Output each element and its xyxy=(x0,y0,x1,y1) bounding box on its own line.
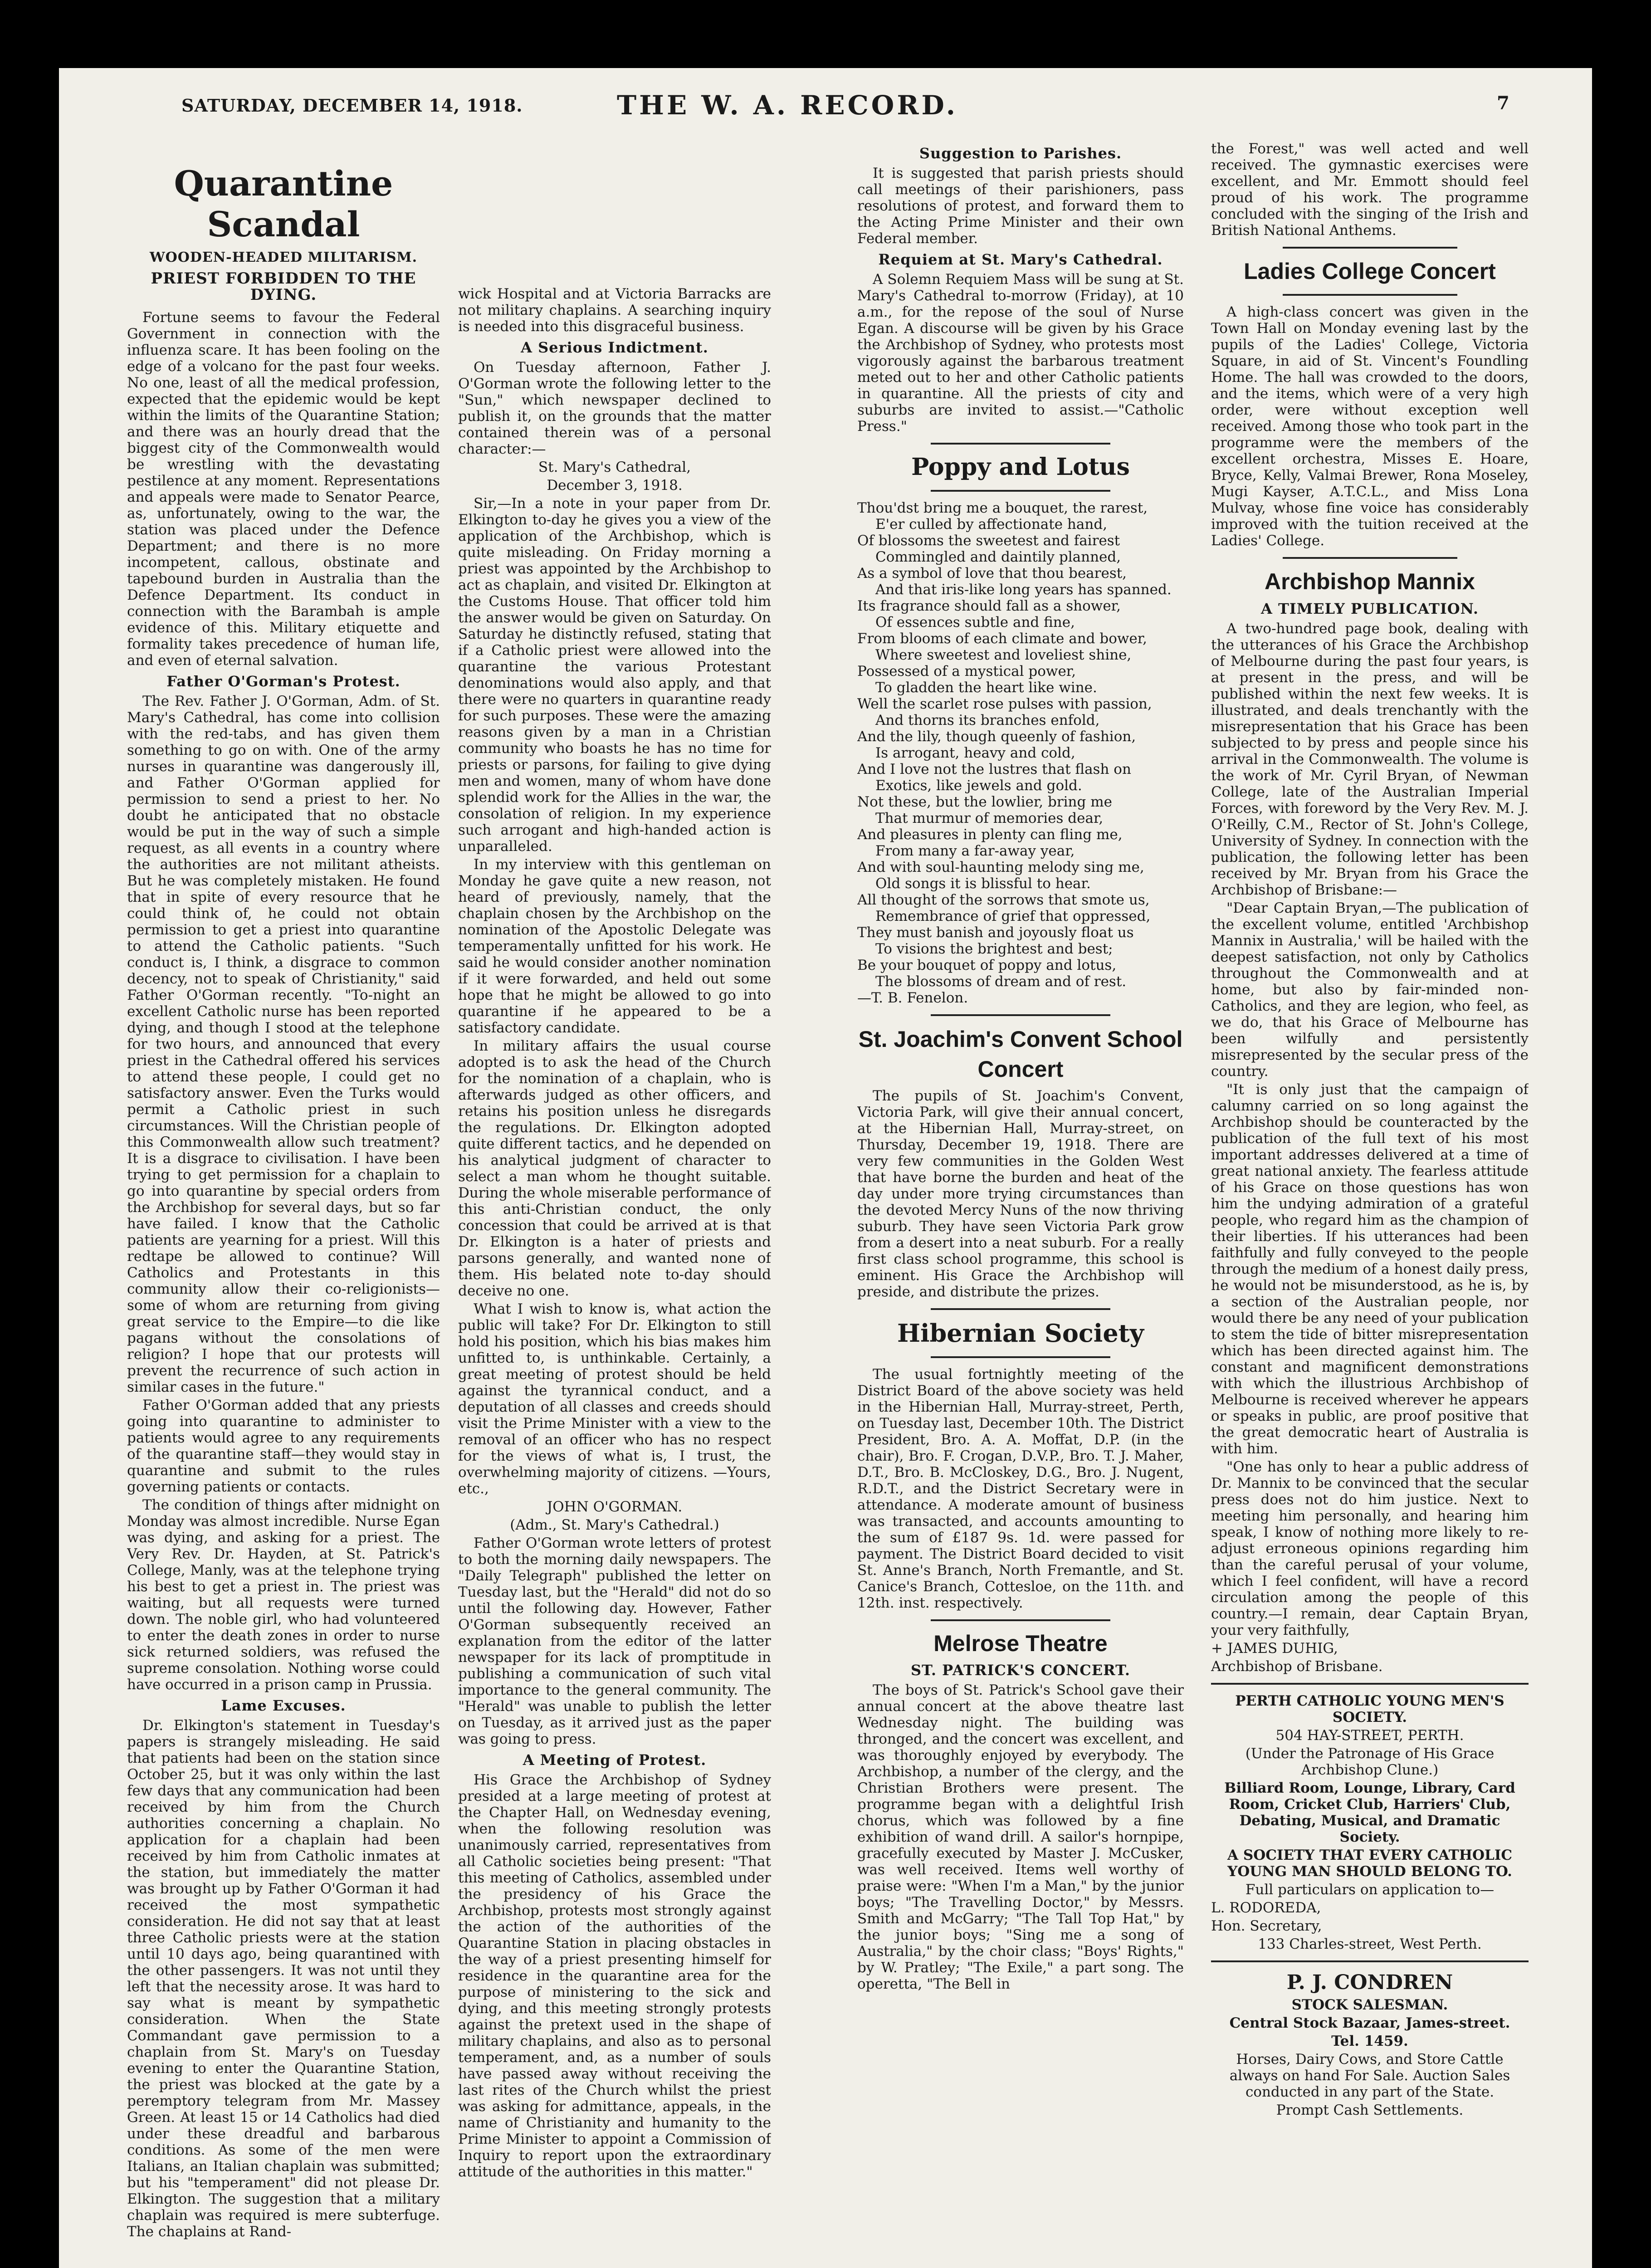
advertisement-cyms xyxy=(1211,1693,1529,1952)
divider xyxy=(931,1619,1110,1621)
letter-address: St. Mary's Cathedral, xyxy=(538,459,691,475)
poem-line: That murmur of memories dear, xyxy=(875,810,1104,826)
poem-author: —T. B. Fenelon. xyxy=(857,990,968,1006)
section-heading-meeting: A Meeting of Protest. xyxy=(523,1751,707,1769)
ad-body: Horses, Dairy Cows, and Store Cattle always on hand For Sale. Auction Sales conducted in any part of the State. xyxy=(1229,2051,1510,2100)
poem-line: From blooms of each climate and bower, xyxy=(857,631,1148,647)
poem-body xyxy=(857,500,1184,990)
ad-telephone: Tel. 1459. xyxy=(1331,2033,1408,2049)
section-heading-requiem: Requiem at St. Mary's Cathedral. xyxy=(878,251,1163,268)
ad-facilities: Billiard Room, Lounge, Library, Card Room, Cricket Club, Harriers' Club, Debating, Musical, and Dramatic Society. xyxy=(1224,1780,1515,1845)
article-paragraph: In military affairs the usual course adopted is to ask the head of the Church for the nomination of a chaplain, who is afterwards judged as other officers, and retains his position unless he disregards the regulations. Dr. Elkington adopted quite different tactics, and he depended on his analytical judgment of character to select a man whom he thought suitable. During the whole miserable performance of this anti-Christian conduct, the only concession that could be arrived at is that Dr. Elkington is a hater of priests and parsons generally, and wanted none of them. His belated note to-day should deceive no one. xyxy=(458,1038,771,1299)
divider xyxy=(1211,1960,1529,1962)
newspaper-page xyxy=(59,68,1592,2268)
divider xyxy=(1283,557,1457,559)
masthead xyxy=(181,90,1509,141)
poem-line: The blossoms of dream and of rest. xyxy=(875,973,1127,990)
letter-signature-title: (Adm., St. Mary's Cathedral.) xyxy=(510,1517,719,1533)
article-paragraph: wick Hospital and at Victoria Barracks are not military chaplains. A searching inquiry is needed into this disgraceful business. xyxy=(458,286,771,335)
poem-line: Commingled and daintily planned, xyxy=(875,549,1121,565)
ad-contact-role: Hon. Secretary, xyxy=(1211,1918,1322,1934)
ad-slogan: A SOCIETY THAT EVERY CATHOLIC YOUNG MAN SHOULD BELONG TO. xyxy=(1227,1847,1512,1880)
divider xyxy=(931,1308,1110,1310)
article-paragraph: His Grace the Archbishop of Sydney presided at a large meeting of protest at the Chapter Hall, on Wednesday evening, when the following resolution was unanimously carried, representatives from all Catholic societies being present: "That this meeting of Catholics, assembled under the presidency of his Grace the Archbishop, protests most strongly against the action of the authorities of the Quarantine Station in placing obstacles in the way of a priest presenting himself for residence in the quarantine area for the purpose of ministering to the sick and dying, and this meeting strongly protests against the pretext used in the shape of military chaplains, and also as to personal temperament, and, as a number of souls have passed away without receiving the last rites of the Church whilst the priest was asking for admittance, appeals, in the name of Christianity and humanity to the Prime Minister to appoint a Commission of Inquiry to report upon the extraordinary attitude of the authorities in this matter." xyxy=(458,1772,771,2180)
ad-tail: Prompt Cash Settlements. xyxy=(1276,2102,1464,2118)
divider xyxy=(1283,247,1457,249)
divider xyxy=(931,1356,1110,1358)
article-paragraph: the Forest," was well acted and well received. The gymnastic exercises were excellent, and Mr. Emmott should feel proud of his work. The programme concluded with the singing of the Irish and British National Anthems. xyxy=(1211,141,1529,239)
ad-address: Central Stock Bazaar, James-street. xyxy=(1229,2015,1510,2031)
section-heading-indictment: A Serious Indictment. xyxy=(521,339,708,356)
poem-line: Remembrance of grief that oppressed, xyxy=(875,908,1151,924)
divider xyxy=(1283,294,1457,296)
poem-line: Old songs it is blissful to hear. xyxy=(875,875,1091,892)
article-paragraph: "Dear Captain Bryan,—The publication of the excellent volume, entitled 'Archbishop Mannix in Australia,' will be hailed with the deepest satisfaction, not only by Catholics throughout the Commonwealth and at home, but also by fair-minded non-Catholics, and they are legion, who feel, as we do, that his Grace of Melbourne has been wilfully and persistently misrepresented by the secular press of the country. xyxy=(1211,900,1529,1080)
newspaper-title: THE W. A. RECORD. xyxy=(617,90,958,121)
poem-line: Of essences subtle and fine, xyxy=(875,614,1075,631)
poem-line: And pleasures in plenty can fling me, xyxy=(857,826,1123,843)
article-paragraph: The condition of things after midnight on Monday was almost incredible. Nurse Egan was dying, and asking for a priest. The Very Rev. Dr. Hayden, at St. Patrick's College, Manly, was at the telephone trying his best to get a priest in. The priest was waiting, but all requests were turned down. The noble girl, who had volunteered to enter the death zones in order to nurse sick returned soldiers, was refused the supreme consolation. Nothing worse could have occurred in a prison camp in Prussia. xyxy=(127,1497,440,1693)
article-paragraph: A two-hundred page book, dealing with the utterances of his Grace the Archbishop of Melbourne during the past four years, is at present in the press, and will be published within the next few weeks. It is illustrated, and deals trenchantly with the misrepresentation that his Grace has been subjected to by press and people since his arrival in the Commonwealth. The volume is the work of Mr. Cyril Bryan, of Newman College, late of the Australian Imperial Forces, with foreword by the Very Rev. M. J. O'Reilly, C.M., Rector of St. John's College, University of Sydney. In connection with the publication, the following letter has been received by Mr. Bryan from his Grace the Archbishop of Brisbane:— xyxy=(1211,621,1529,898)
article-paragraph: Father O'Gorman added that any priests going into quarantine to administer to patients would agree to any requirements of the quarantine staff—they would stay in quarantine and submit to the rules governing patients or contacts. xyxy=(127,1397,440,1495)
article-paragraph: A high-class concert was given in the Town Hall on Monday evening last by the pupils of the Ladies' College, Victoria Square, in aid of St. Vincent's Foundling Home. The hall was crowded to the doors, and the items, which were of a very high order, were without exception well received. Among those who took part in the programme were the members of the excellent orchestra, Misses E. Hoare, Bryce, Kelly, Valmai Brewer, Rona Moseley, Mugi Kayser, A.T.C.L., and Miss Lona Mulvay, whose fine voice has considerably improved with the tuition received at the Ladies' College. xyxy=(1211,304,1529,549)
ad-name: P. J. CONDREN xyxy=(1286,1971,1453,1994)
article-paragraph: The boys of St. Patrick's School gave their annual concert at the above theatre last Wednesday night. The building was thronged, and the concert was excellent, and was thoroughly enjoyed by everybody. The Archbishop, a number of the clergy, and the Christian Brothers were present. The programme began with a delightful Irish chorus, which was followed by a fine exhibition of wand drill. A sailor's hornpipe, gracefully executed by Master J. McCusker, was well received. Items well worthy of praise were: "When I'm a Man," by the junior boys; "The Travelling Doctor," by Messrs. Smith and McGarry; "The Tall Top Hat," by the junior boys; "Sing me a song of Australia," by the choir class; "Boys' Rights," by W. Pratley; "The Exile," a part song. The operetta, "The Bell in xyxy=(857,1682,1184,1992)
poem-line: As a symbol of love that thou bearest, xyxy=(857,565,1127,582)
poem-line: Not these, but the lowlier, bring me xyxy=(857,794,1112,810)
poem-line: Possessed of a mystical power, xyxy=(857,663,1076,679)
ad-contact-address: 133 Charles-street, West Perth. xyxy=(1258,1936,1482,1952)
subhead-st-patricks: ST. PATRICK'S CONCERT. xyxy=(911,1662,1130,1679)
page-number: 7 xyxy=(1497,93,1509,114)
column-1 xyxy=(127,163,440,2268)
article-paragraph: Father O'Gorman wrote letters of protest to both the morning daily newspapers. The "Daily Telegraph" published the letter on Tuesday last, but the "Herald" did not do so until the following day. However, Father O'Gorman subsequently received an explanation from the editor of the latter newspaper for its lack of promptitude in publishing a communication of such vital importance to the general community. The "Herald" was unable to publish the letter on Tuesday, as it arrived just as the paper was going to press. xyxy=(458,1535,771,1747)
column-3 xyxy=(857,141,1184,2268)
divider xyxy=(931,443,1110,445)
letter-date: December 3, 1918. xyxy=(547,477,683,494)
headline-melrose: Melrose Theatre xyxy=(933,1631,1108,1656)
issue-date: SATURDAY, DECEMBER 14, 1918. xyxy=(181,95,523,116)
poem-line: And I love not the lustres that flash on xyxy=(857,761,1131,777)
ad-role: STOCK SALESMAN. xyxy=(1291,1997,1448,2013)
letter-signature: + JAMES DUHIG, xyxy=(1211,1640,1338,1657)
article-paragraph: A Solemn Requiem Mass will be sung at St. Mary's Cathedral to-morrow (Friday), at 10 a.m., for the repose of the soul of Nurse Egan. A discourse will be given by his Grace the Archbishop of Sydney, who protests most vigorously against the barbarous treatment meted out to her and other Catholic patients in quarantine. All the priests of city and suburbs are invited to assist.—"Catholic Press." xyxy=(857,271,1184,435)
letter-signature-title: Archbishop of Brisbane. xyxy=(1211,1658,1383,1675)
poem-line: And that iris-like long years has spanned. xyxy=(875,582,1172,598)
subhead-timely-publication: A TIMELY PUBLICATION. xyxy=(1260,600,1479,617)
article-paragraph: Fortune seems to favour the Federal Government in connection with the influenza scare. It has been fooling on the edge of a volcano for the past four weeks. No one, least of all the medical profession, expected that the epidemic would be kept within the limits of the Quarantine Station; and there was an hourly dread that the biggest city of the Commonwealth would be wrestling with the devastating pestilence at any moment. Representations and appeals were made to Senator Pearce, as, unfortunately, owing to the war, the station was placed under the Defence Department; and there is no more incompetent, callous, obstinate and tapebound burden in Australia than the Defence Department. Its conduct in connection with the Barambah is ample evidence of this. Military etiquette and formality takes precedence of human life, and even of eternal salvation. xyxy=(127,309,440,669)
poem-line: And with soul-haunting melody sing me, xyxy=(857,859,1144,875)
poem-line: Thou'dst bring me a bouquet, the rarest, xyxy=(857,500,1148,516)
poem-line: And thorns its branches enfold, xyxy=(875,712,1100,728)
poem-line: To gladden the heart like wine. xyxy=(875,679,1097,696)
article-paragraph: Dr. Elkington's statement in Tuesday's papers is strangely misleading. He said that patients had been on the station since October 25, but it was only within the last few days that any communication had been received by him from the Church authorities concerning a chaplain. No application for a chaplain had been received by him from Catholic inmates at the station, but immediately the matter was brought up by Father O'Gorman it had received the most sympathetic consideration. He did not say that at least three Catholic priests were at the station until 10 days ago, being quarantined with the other passengers. It was not until they left that the necessity arose. It was hard to say what is meant by sympathetic consideration. When the State Commandant gave permission to a chaplain from St. Mary's on Tuesday evening to enter the Quarantine Station, the priest was blocked at the gate by a peremptory telegram from Mr. Massey Green. At least 15 or 14 Catholics had died under these dreadful and barbarous conditions. As some of the men were Italians, an Italian chaplain was submitted; but his "temperament" did not please Dr. Elkington. The suggestion that a military chaplain was required is mere subterfuge. The chaplains at Rand- xyxy=(127,1717,440,2240)
ad-contact-name: L. RODOREDA, xyxy=(1211,1900,1321,1916)
divider xyxy=(931,490,1110,492)
ad-address: 504 HAY-STREET, PERTH. xyxy=(1275,1727,1464,1744)
section-heading-lame-excuses: Lame Excuses. xyxy=(221,1697,346,1714)
poem-line: Of blossoms the sweetest and fairest xyxy=(857,533,1120,549)
headline-quarantine-scandal: Quarantine Scandal xyxy=(174,163,393,244)
poem-line: Be your bouquet of poppy and lotus, xyxy=(857,957,1117,973)
poem-line: E'er culled by affectionate hand, xyxy=(875,516,1108,533)
divider xyxy=(1211,1683,1529,1685)
divider xyxy=(931,1014,1110,1016)
article-paragraph: Sir,—In a note in your paper from Dr. Elkington to-day he gives you a view of the application of the Archbishop, which is quite misleading. On Friday morning a priest was appointed by the Archbishop to act as chaplain, and visited Dr. Elkington at the Customs House. That officer told him the answer would be given on Saturday. On Saturday he distinctly refused, stating that if a Catholic priest were allowed into the quarantine the various Protestant denominations would also apply, and that there were no quarters in quarantine ready for such purposes. These were the amazing reasons given by a man in a Christian community who boasts he has no time for priests or parsons, for failing to give dying men and women, many of whom have done splendid work for the Allies in the war, the consolation of religion. In my experience such arrogant and high-handed action is unparalleled. xyxy=(458,495,771,855)
advertisement-condren xyxy=(1211,1970,1529,2118)
article-paragraph: It is suggested that parish priests should call meetings of their parishioners, pass resolutions of protest, and forward them to the Acting Prime Minister and their own Federal member. xyxy=(857,165,1184,247)
article-paragraph: The pupils of St. Joachim's Convent, Victoria Park, will give their annual concert, at the Hibernian Hall, Murray-street, on Thursday, December 19, 1918. There are very few communities in the Golden West that have borne the burden and heat of the day under more trying circumstances than the devoted Mercy Nuns of the now thriving suburb. They have seen Victoria Park grow from a desert into a neat suburb. For a really first class school programme, this school is eminent. His Grace the Archbishop will preside, and distribute the prizes. xyxy=(857,1088,1184,1300)
article-paragraph: What I wish to know is, what action the public will take? For Dr. Elkington to still hold his position, which his bias makes him unfitted to, is unthinkable. Certainly, a great meeting of protest should be held against the tyrannical conduct, and a deputation of all classes and creeds should visit the Prime Minister with a view to the removal of an officer who has no respect for the views of what is, I trust, the overwhelming majority of citizens. —Yours, etc., xyxy=(458,1301,771,1497)
poem-title: Poppy and Lotus xyxy=(911,453,1130,481)
poem-line: Well the scarlet rose pulses with passion, xyxy=(857,696,1152,712)
letter-signature: JOHN O'GORMAN. xyxy=(547,1499,683,1515)
section-heading-suggestion: Suggestion to Parishes. xyxy=(919,145,1122,162)
poem-line: To visions the brightest and best; xyxy=(875,941,1113,957)
headline-convent-concert: St. Joachim's Convent School Concert xyxy=(858,1026,1183,1082)
headline-hibernian: Hibernian Society xyxy=(897,1319,1144,1348)
article-paragraph: "It is only just that the campaign of calumny carried on so long against the Archbishop should be counteracted by the publication of the full text of his most important addresses delivered at a time of great national anxiety. The fearless attitude of his Grace on those questions has won him the undying admiration of a grateful people, who regard him as the champion of their liberties. If his utterances had been faithfully and fully conveyed to the people through the medium of a honest daily press, he would not be misunderstood, as he is, by a section of the Australian people, nor would there be any need of your publication to stem the tide of bitter misrepresentation which has been directed against him. The constant and magnificent demonstrations with which the illustrious Archbishop of Melbourne is received wherever he appears or speaks in public, are proof positive that the great democratic heart of Australia is with him. xyxy=(1211,1081,1529,1457)
subhead-militarism: WOODEN-HEADED MILITARISM. xyxy=(149,249,418,265)
poem-line: And the lily, though queenly of fashion, xyxy=(857,728,1136,745)
headline-archbishop-mannix: Archbishop Mannix xyxy=(1265,569,1475,594)
column-2 xyxy=(458,286,771,2268)
poem-line: From many a far-away year, xyxy=(875,843,1075,859)
article-paragraph: The usual fortnightly meeting of the District Board of the above society was held in the Hibernian Hall, Murray-street, Perth, on Tuesday last, December 10th. The District President, Bro. A. A. Moffat, D.P. (in the chair), Bro. F. Crogan, D.V.P., Bro. T. J. Maher, D.T., Bro. B. McCloskey, D.G., Bro. J. Nugent, R.D.T., and the District Secretary were in attendance. A moderate amount of business was transacted, and accounts amounting to the sum of £187 9s. 1d. were passed for payment. The District Board decided to visit St. Anne's Branch, North Fremantle, and St. Canice's Branch, Cottesloe, on the 11th. and 12th. inst. respectively. xyxy=(857,1366,1184,1611)
column-4 xyxy=(1211,141,1529,2268)
section-heading-protest: Father O'Gorman's Protest. xyxy=(166,673,401,690)
article-paragraph: "One has only to hear a public address of Dr. Mannix to be convinced that the secular press does not do him justice. Next to meeting him personally, and hearing him speak, I know of nothing more likely to re-adjust erroneous opinions regarding him than the careful perusal of your volume, which I feel confident, will have a record circulation among the people of this country.—I remain, dear Captain Bryan, your very faithfully, xyxy=(1211,1459,1529,1638)
ad-contact: Full particulars on application to— xyxy=(1245,1882,1495,1898)
poem-line: Where sweetest and loveliest shine, xyxy=(875,647,1132,663)
poem-line: Its fragrance should fall as a shower, xyxy=(857,598,1121,614)
headline-ladies-college: Ladies College Concert xyxy=(1244,259,1496,284)
ad-title: PERTH CATHOLIC YOUNG MEN'S SOCIETY. xyxy=(1235,1693,1504,1725)
article-paragraph: On Tuesday afternoon, Father J. O'Gorman wrote the following letter to the "Sun," which newspaper declined to publish it, on the grounds that the matter contained therein was of a personal character:— xyxy=(458,359,771,457)
subhead-priest-forbidden: PRIEST FORBIDDEN TO THE DYING. xyxy=(151,269,416,304)
article-paragraph: The Rev. Father J. O'Gorman, Adm. of St. Mary's Cathedral, has come into collision with the red-tabs, and has given them something to go on with. One of the army nurses in quarantine was dangerously ill, and Father O'Gorman applied for permission to send a priest to her. No doubt he anticipated that no obstacle would be put in the way of such a simple request, as all events in a country where the authorities are not militant atheists. But he was completely mistaken. He found that in spite of every resource that he could think of, he could not obtain permission to get a priest into quarantine to attend the Catholic patients. "Such conduct is, I think, a disgrace to common decency, not to speak of Christianity," said Father O'Gorman recently. "To-night an excellent Catholic nurse has been reported dying, and though I stood at the telephone for two hours, and announced that every priest in the Cathedral offered his services to attend these people, I could get no satisfactory answer. Even the Turks would permit a Catholic priest in such circumstances. Will the Christian people of this Commonwealth allow such treatment? It is a disgrace to civilisation. I have been trying to get permission for a chaplain to go into quarantine by special orders from the Archbishop for several days, but so far have failed. I know that the Catholic patients are yearning for a priest. Will this redtape be allowed to continue? Will Catholics and Protestants in this community allow their co-religionists—some of whom are returning from giving great service to the Empire—to die like pagans without the consolations of religion? I hope that our protests will prevent the recurrence of such action in similar cases in the future." xyxy=(127,693,440,1395)
ad-patron: (Under the Patronage of His Grace Archbishop Clune.) xyxy=(1245,1745,1495,1778)
poem-line: Exotics, like jewels and gold. xyxy=(875,777,1082,794)
article-paragraph: In my interview with this gentleman on Monday he gave quite a new reason, not heard of previously, namely, that the chaplain chosen by the Archbishop on the nomination of the Apostolic Delegate was temperamentally unfitted for his work. He said he would consider another nomination if it were forwarded, and held out some hope that he might be allowed to go into quarantine if he appeared to be a satisfactory candidate. xyxy=(458,856,771,1036)
poem-line: Is arrogant, heavy and cold, xyxy=(875,745,1075,761)
poem-line: They must banish and joyously float us xyxy=(857,924,1134,941)
poem-line: All thought of the sorrows that smote us, xyxy=(857,892,1150,908)
